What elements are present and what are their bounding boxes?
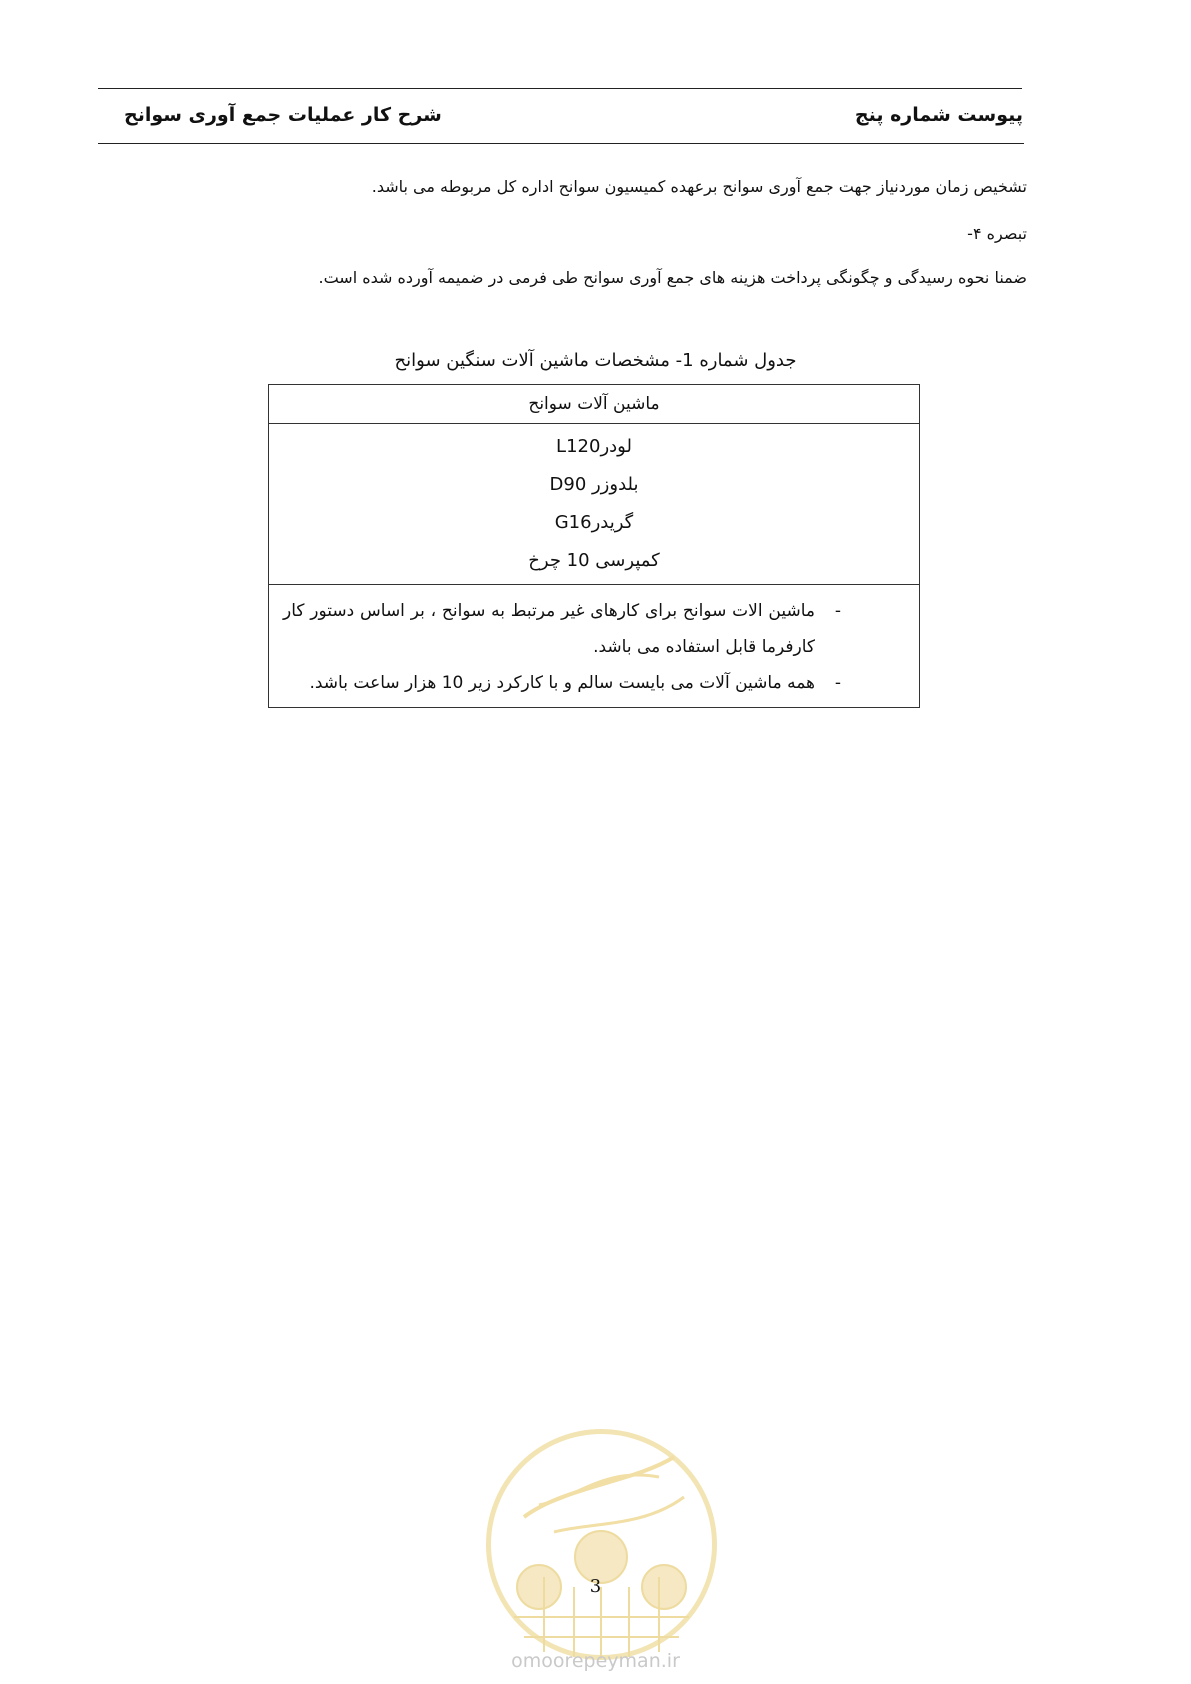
- machine-item-bulldozer: بلدوزر D90: [549, 474, 639, 495]
- machine-item-loader: لودرL120: [556, 436, 632, 457]
- watermark-site-text: omoorepeyman.ir: [511, 1650, 680, 1672]
- page-number: 3: [589, 1576, 602, 1597]
- machinery-table: [268, 384, 920, 708]
- notes-cell: [269, 585, 920, 708]
- table-header-cell: ماشین آلات سوانح: [269, 385, 920, 424]
- table-header-row: [269, 385, 920, 424]
- watermark-seal-logo: [484, 1427, 719, 1662]
- header-bottom-rule: [98, 143, 1024, 144]
- note-bullet: -: [834, 601, 841, 621]
- machine-item-grader: گریدرG16: [554, 512, 634, 533]
- paragraph-note-4: تبصره ۴-: [967, 224, 1027, 243]
- table-notes-row: [269, 585, 920, 708]
- table-caption: جدول شماره 1- مشخصات ماشین آلات سنگین سوانح: [394, 350, 797, 371]
- machine-item-dump-truck: کمپرسی 10 چرخ: [528, 550, 660, 571]
- header-top-rule: [98, 88, 1022, 89]
- note-text: همه ماشین آلات می بایست سالم و با کارکرد زیر 10 هزار ساعت باشد.: [309, 673, 815, 693]
- header-scope-title: شرح کار عملیات جمع آوری سوانح: [124, 104, 442, 126]
- machines-cell: [269, 424, 920, 585]
- note-item: [283, 665, 841, 701]
- header-annex-title: پیوست شماره پنج: [854, 104, 1023, 126]
- note-text: ماشین الات سوانح برای کارهای غیر مرتبط به سوانح ، بر اساس دستور کار کارفرما قابل استفاده می باشد.: [283, 601, 815, 657]
- paragraph-determination: تشخیص زمان موردنیاز جهت جمع آوری سوانح برعهده کمیسیون سوانح اداره کل مربوطه می باشد.: [371, 177, 1027, 196]
- note-item: [283, 593, 841, 665]
- note-bullet: -: [834, 673, 841, 693]
- table-machines-row: [269, 424, 920, 585]
- paragraph-payment: ضمنا نحوه رسیدگی و چگونگی پرداخت هزینه های جمع آوری سوانح طی فرمی در ضمیمه آورده شده است.: [318, 268, 1027, 287]
